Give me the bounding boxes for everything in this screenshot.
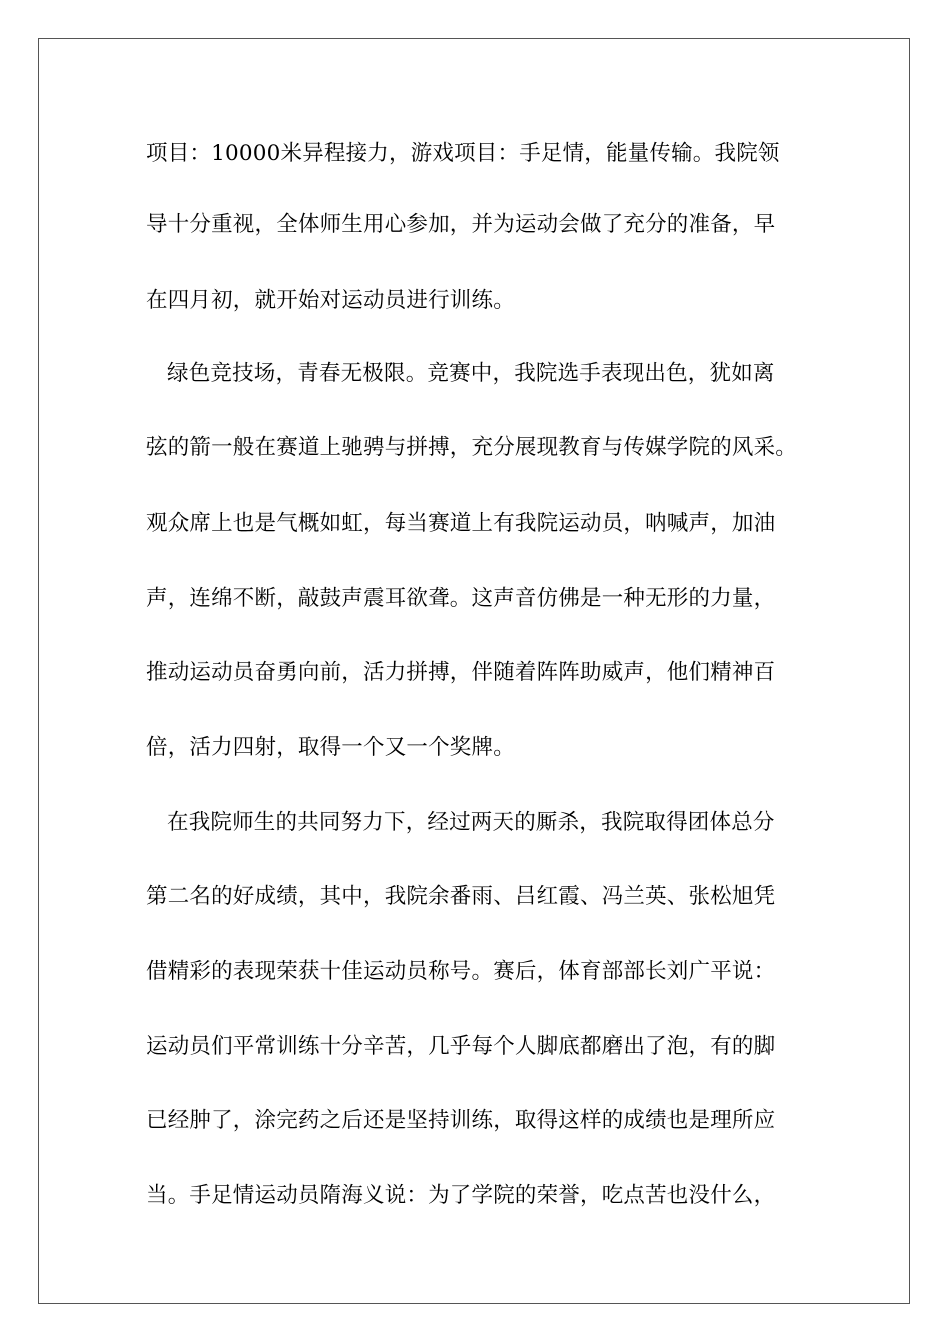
text-line-1: 项目：10000米异程接力，游戏项目：手足情，能量传输。我院领 bbox=[146, 141, 780, 166]
text-line-4: 绿色竞技场，青春无极限。竞赛中，我院选手表现出色，犹如离 bbox=[167, 361, 775, 386]
text-line-5: 弦的箭一般在赛道上驰骋与拼搏，充分展现教育与传媒学院的风采。 bbox=[146, 435, 798, 460]
text-line-2: 导十分重视，全体师生用心参加，并为运动会做了充分的准备，早 bbox=[146, 212, 776, 237]
text-line-9: 倍，活力四射，取得一个又一个奖牌。 bbox=[146, 735, 515, 760]
text-line-14: 已经肿了，涂完药之后还是坚持训练，取得这样的成绩也是理所应 bbox=[146, 1108, 776, 1133]
text-line-7: 声，连绵不断，敲鼓声震耳欲聋。这声音仿佛是一种无形的力量， bbox=[146, 586, 776, 611]
text-line-6: 观众席上也是气概如虹，每当赛道上有我院运动员，呐喊声，加油 bbox=[146, 511, 776, 536]
text-line-13: 运动员们平常训练十分辛苦，几乎每个人脚底都磨出了泡，有的脚 bbox=[146, 1034, 776, 1059]
text-line-10: 在我院师生的共同努力下，经过两天的厮杀，我院取得团体总分 bbox=[167, 810, 775, 835]
text-line-15: 当。手足情运动员隋海义说：为了学院的荣誉，吃点苦也没什么， bbox=[146, 1183, 776, 1208]
text-line-12: 借精彩的表现荣获十佳运动员称号。赛后，体育部部长刘广平说： bbox=[146, 959, 776, 984]
text-line-8: 推动运动员奋勇向前，活力拼搏，伴随着阵阵助威声，他们精神百 bbox=[146, 660, 776, 685]
text-line-11: 第二名的好成绩，其中，我院余番雨、吕红霞、冯兰英、张松旭凭 bbox=[146, 884, 776, 909]
text-line-3: 在四月初，就开始对运动员进行训练。 bbox=[146, 288, 515, 313]
